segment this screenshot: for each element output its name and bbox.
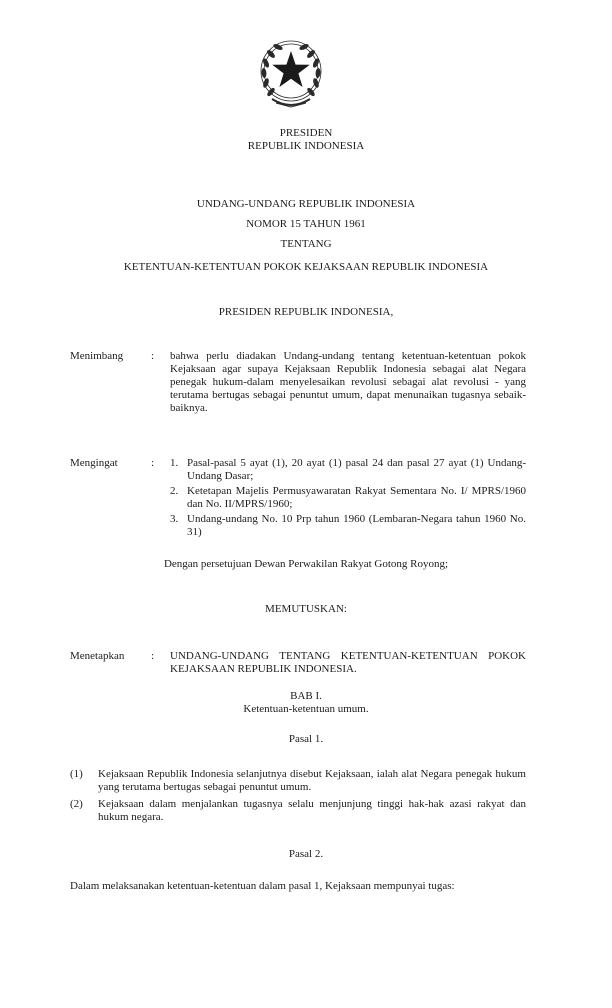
pasal-1-item-text: Kejaksaan Republik Indonesia selanjutnya disebut Kejaksaan, ialah alat Negara penegak hukum yang terutama bertugas sebagai penuntut umum.	[98, 768, 526, 793]
pasal-2-text: Dalam melaksanakan ketentuan-ketentuan dalam pasal 1, Kejaksaan mempunyai tugas:	[70, 880, 455, 892]
president-heading: PRESIDEN REPUBLIK INDONESIA,	[218, 306, 394, 318]
title-line-1: UNDANG-UNDANG REPUBLIK INDONESIA	[196, 198, 416, 210]
bab-number: BAB I.	[290, 690, 322, 702]
pasal-1-item-number: (1)	[70, 768, 83, 780]
mengingat-item-text: Undang-undang No. 10 Prp tahun 1960 (Lembaran-Negara tahun 1960 No. 31)	[187, 513, 526, 538]
header-line-presiden: PRESIDEN	[279, 127, 333, 139]
title-line-4: KETENTUAN-KETENTUAN POKOK KEJAKSAAN REPUBLIK INDONESIA	[123, 261, 489, 273]
bab-title: Ketentuan-ketentuan umum.	[243, 703, 369, 715]
menimbang-text: bahwa perlu diadakan Undang-undang tentang ketentuan-ketentuan pokok Kejaksaan agar supaya Kejaksaan Republik Indonesia sebagai alat Negara penegak hukum-dalam menyelesaikan revolusi sebagai alat revolusi - yang terutama bertugas sebagai penuntut umum, dapat menunaikan tugasnya sebaik-baiknya.	[170, 350, 526, 414]
pasal-1-heading: Pasal 1.	[288, 733, 324, 745]
persetujuan-line: Dengan persetujuan Dewan Perwakilan Rakyat Gotong Royong;	[163, 558, 449, 570]
title-line-2: NOMOR 15 TAHUN 1961	[246, 218, 366, 230]
menimbang-label: Menimbang	[70, 350, 124, 362]
menetapkan-colon: :	[151, 650, 155, 662]
mengingat-item	[170, 485, 526, 511]
mengingat-item	[170, 513, 526, 539]
header-line-republik: REPUBLIK INDONESIA	[247, 140, 365, 152]
mengingat-item-text: Pasal-pasal 5 ayat (1), 20 ayat (1) pasal 24 dan pasal 27 ayat (1) Undang-Undang Dasar;	[187, 457, 526, 482]
menimbang-colon: :	[151, 350, 155, 362]
pasal-1-item-number: (2)	[70, 798, 83, 810]
pasal-1-list	[70, 768, 526, 824]
menetapkan-text: UNDANG-UNDANG TENTANG KETENTUAN-KETENTUAN POKOK KEJAKSAAN REPUBLIK INDONESIA.	[170, 650, 526, 675]
pasal-1-item	[70, 798, 526, 824]
mengingat-label: Mengingat	[70, 457, 118, 469]
mengingat-item-number: 3.	[170, 513, 179, 525]
mengingat-item-number: 1.	[170, 457, 179, 469]
pasal-1-item	[70, 768, 526, 794]
garuda-star-emblem	[258, 37, 324, 113]
title-line-3: TENTANG	[280, 238, 332, 250]
mengingat-item-number: 2.	[170, 485, 179, 497]
mengingat-item	[170, 457, 526, 483]
mengingat-colon: :	[151, 457, 155, 469]
mengingat-item-text: Ketetapan Majelis Permusyawaratan Rakyat Sementara No. I/ MPRS/1960 dan No. II/MPRS/1960;	[187, 485, 526, 510]
pasal-1-item-text: Kejaksaan dalam menjalankan tugasnya selalu menjunjung tinggi hak-hak azasi rakyat dan hukum negara.	[98, 798, 526, 823]
pasal-2-heading: Pasal 2.	[288, 848, 324, 860]
menetapkan-label: Menetapkan	[70, 650, 125, 662]
memutuskan-heading: MEMUTUSKAN:	[265, 603, 347, 615]
mengingat-list	[170, 457, 526, 539]
